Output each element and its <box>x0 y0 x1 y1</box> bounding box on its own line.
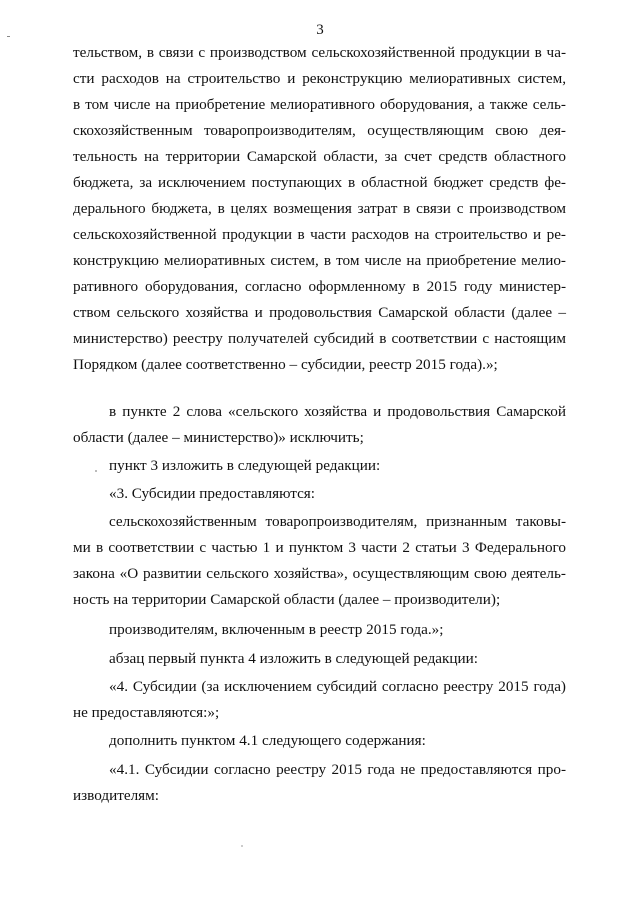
paragraph-line: пункт 3 изложить в следующей редакции: <box>109 457 381 474</box>
text-line: ративного оборудования, согласно оформленному в 2015 году министер- <box>73 278 566 295</box>
paragraph-line: сельскохозяйственным товаропроизводителям, признанным таковы- <box>109 513 566 530</box>
paragraph-line: «4. Субсидии (за исключением субсидий согласно реестру 2015 года) <box>109 678 566 695</box>
text-line: Порядком (далее соответственно – субсидии, реестр 2015 года).»; <box>73 356 498 373</box>
text-line: в том числе на приобретение мелиоративного оборудования, а также сель- <box>73 96 566 113</box>
text-line: скохозяйственным товаропроизводителям, осуществляющим свою дея- <box>73 122 566 139</box>
paragraph-line: производителям, включенным в реестр 2015 года.»; <box>109 621 444 638</box>
page-number: 3 <box>316 22 324 38</box>
text-line: тельством, в связи с производством сельскохозяйственной продукции в ча- <box>73 44 566 61</box>
text-line: закона «О развитии сельского хозяйства», осуществляющим свою деятель- <box>73 565 566 582</box>
text-line: области (далее – министерство)» исключить; <box>73 429 364 446</box>
paragraph-line: абзац первый пункта 4 изложить в следующей редакции: <box>109 650 479 667</box>
text-line: дерального бюджета, в целях возмещения затрат в связи с производством <box>73 200 566 217</box>
scan-speck <box>95 470 97 472</box>
text-line: бюджета, за исключением поступающих в областной бюджет средств фе- <box>73 174 566 191</box>
paragraph-line: «3. Субсидии предоставляются: <box>109 485 316 502</box>
text-line: ством сельского хозяйства и продовольствия Самарской области (далее – <box>73 304 566 321</box>
text-line: ность на территории Самарской области (далее – производители); <box>73 591 501 608</box>
text-line: сти расходов на строительство и реконструкцию мелиоративных систем, <box>73 70 566 87</box>
text-line: изводителям: <box>73 787 159 804</box>
text-line: ми в соответствии с частью 1 и пунктом 3 части 2 статьи 3 Федерального <box>73 539 566 556</box>
text-line: конструкцию мелиоративных систем, в том числе на приобретение мелио- <box>73 252 566 269</box>
paragraph-line: в пункте 2 слова «сельского хозяйства и продовольствия Самарской <box>109 403 566 420</box>
text-line: не предоставляются:»; <box>73 704 220 721</box>
text-line: министерство) реестру получателей субсидий в соответствии с настоящим <box>73 330 566 347</box>
scan-speck <box>241 845 243 847</box>
text-line: сельскохозяйственной продукции в части расходов на строительство и ре- <box>73 226 566 243</box>
paragraph-line: «4.1. Субсидии согласно реестру 2015 года не предоставляются про- <box>109 761 566 778</box>
paragraph-line: дополнить пунктом 4.1 следующего содержания: <box>109 732 426 749</box>
text-line: тельность на территории Самарской области, за счет средств областного <box>73 148 566 165</box>
